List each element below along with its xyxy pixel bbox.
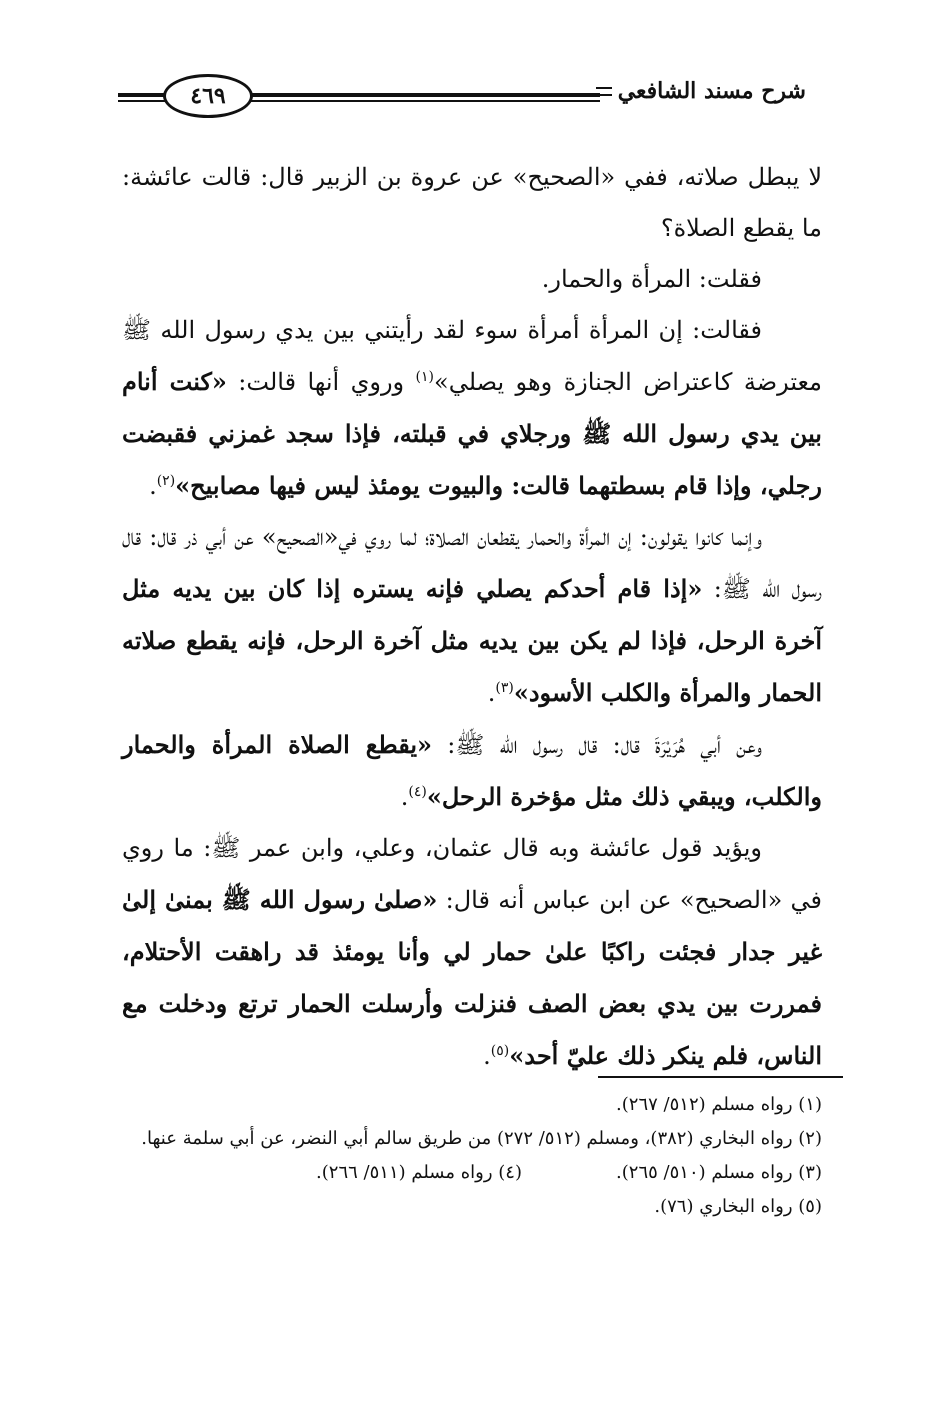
- paragraph-5-hadith: «يقطع الصلاة المرأة والحمار والكلب، ويبقي ذلك مثل مؤخرة الرحل»: [122, 730, 822, 811]
- paragraph-6-end: .: [483, 1042, 491, 1070]
- page-number: ٤٦٩: [190, 83, 226, 109]
- footnote-1: (١) رواه مسلم (٥١٢/ ٢٦٧).: [616, 1094, 822, 1115]
- paragraph-6-hadith: «صلىٰ رسول الله ﷺ بمنىٰ إلىٰ غير جدار فجئت راكبًا علىٰ حمار لي وأنا يومئذ قد راهقت الأحتلام، فمررت بين يدي بعض الصف فنزلت وأرسلت الحمار ترتع ودخلت مع الناس، فلم ينكر ذلك عليّ أحد»: [122, 885, 823, 1070]
- footnote-separator: [598, 1076, 843, 1078]
- footnote-ref-1[interactable]: (١): [415, 369, 435, 385]
- footnote-5: (٥) رواه البخاري (٧٦).: [654, 1196, 822, 1217]
- footnote-ref-3[interactable]: (٣): [495, 680, 514, 696]
- paragraph-5-end: .: [400, 783, 409, 811]
- footnote-4: (٤) رواه مسلم (٥١١/ ٢٦٦).: [316, 1162, 522, 1183]
- paragraph-3-text: وروي أنها قالت:: [226, 368, 416, 396]
- paragraph-6: [122, 823, 822, 1082]
- paragraph-3-hadith: «كنت أنام بين يدي رسول الله ﷺ ورجلاي في قبلته، فإذا سجد غمزني فقبضت رجلي، وإذا قام بسطتهما قالت: والبيوت يومئذ ليس فيها مصابيح»: [122, 367, 822, 500]
- paragraph-5-text: وعن أبي هُرَيْرَةَ قال: قال رسول الله ﷺ:: [432, 731, 762, 759]
- paragraph-6-text: ويؤيد قول عائشة وبه قال عثمان، وعلي، وابن عمر ﷺ: ما روي في «الصحيح» عن ابن عباس أنه قال:: [122, 834, 822, 914]
- footnote-ref-2[interactable]: (٢): [156, 473, 176, 489]
- paragraph-4-text: وإنما كانوا يقولون: إن المرأة والحمار يقطعان الصلاة؛ لما روي في«الصحيح» عن أبي ذر قال: قال رسول الله ﷺ:: [122, 523, 822, 603]
- paragraph-4-end: .: [487, 679, 496, 707]
- paragraph-3: [122, 305, 822, 512]
- footnote-3: (٣) رواه مسلم (٥١٠/ ٢٦٥).: [616, 1162, 822, 1183]
- footnote-2: (٢) رواه البخاري (٣٨٢)، ومسلم (٥١٢/ ٢٧٢) من طريق سالم أبي النضر، عن أبي سلمة عنها.: [141, 1128, 822, 1149]
- footnote-row: [107, 1156, 822, 1190]
- paragraph-5: [122, 719, 822, 823]
- footnote-ref-5[interactable]: (٥): [490, 1043, 510, 1059]
- footnotes: [107, 1088, 822, 1224]
- paragraph-2: فقلت: المرأة والحمار.: [541, 265, 762, 293]
- paragraph-3-end: .: [149, 472, 157, 500]
- paragraph-1: لا يبطل صلاته، ففي «الصحيح» عن عروة بن الزبير قال: قالت عائشة: ما يقطع الصلاة؟: [122, 163, 823, 242]
- paragraph-4: [122, 512, 822, 719]
- paragraph-3-quote-a: فقالت: إن المرأة أمرأة سوء لقد رأيتني بين يدي رسول الله ﷺ معترضة كاعتراض الجنازة وهو يصلي»: [122, 316, 822, 396]
- footnote-ref-4[interactable]: (٤): [408, 784, 427, 800]
- paragraph-4-hadith: «إذا قام أحدكم يصلي فإنه يستره إذا كان بين يديه مثل آخرة الرحل، فإذا لم يكن بين يديه مثل آخرة الرحل، فإنه يقطع صلاته الحمار والمرأة والكلب الأسود»: [122, 574, 822, 707]
- page-header: [118, 68, 828, 124]
- body-text: [122, 152, 822, 1082]
- book-title: شرح مسند الشافعي: [617, 78, 806, 104]
- running-title: [596, 78, 806, 104]
- page-number-badge: [163, 74, 253, 118]
